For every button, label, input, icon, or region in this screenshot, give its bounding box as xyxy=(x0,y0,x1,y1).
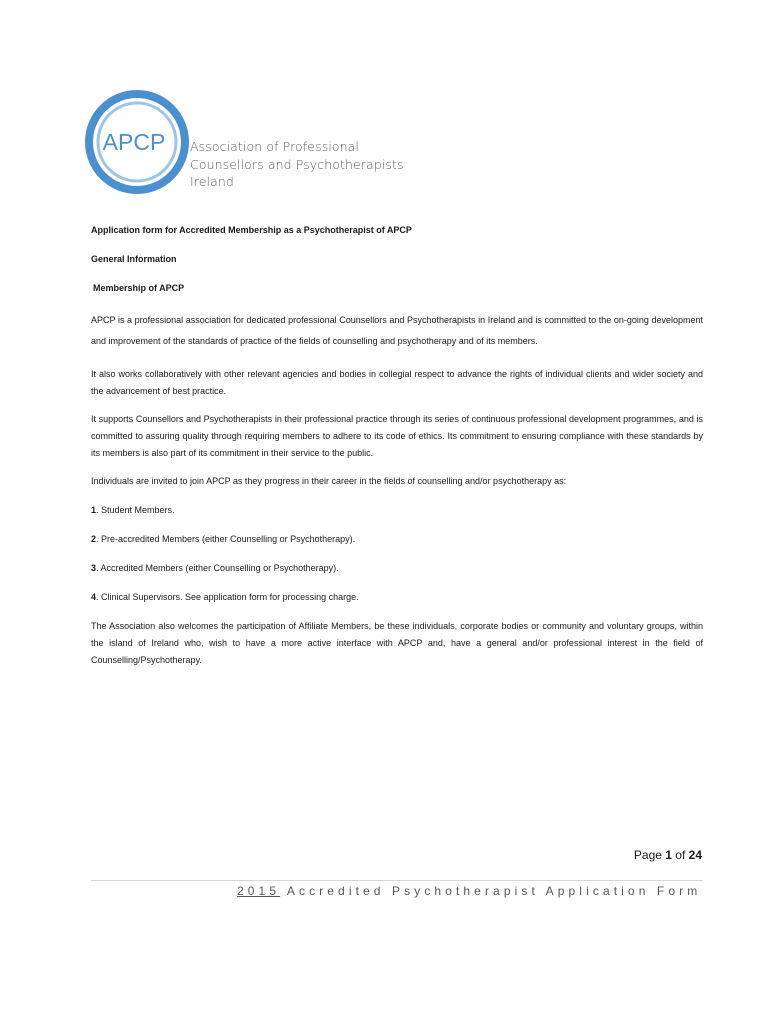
sub-heading: Membership of APCP xyxy=(93,283,185,293)
list-item-number: 1 xyxy=(91,505,97,515)
page-prefix: Page xyxy=(633,848,666,862)
paragraph: Individuals are invited to join APCP as they progress in their career in the fields of counselling and/or psychotherapy as: xyxy=(91,476,567,486)
list-item-text: . Student Members. xyxy=(96,505,175,515)
paragraph: APCP is a professional association for dedicated professional Counsellors and Psychotherapists in Ireland and is committed to the on-going development and improvement of the standards of practice of the fields of counselling and psychotherapy and of its members. xyxy=(91,315,703,346)
paragraph: The Association also welcomes the participation of Affiliate Members, be these individuals, corporate bodies or community and voluntary groups, within the island of Ireland who, wish to have a more active interface with APCP and, have a general and/or professional interest in the field of Counselling/Psychotherapy. xyxy=(91,621,703,665)
paragraph: It supports Counsellors and Psychotherapists in their professional practice through its series of continuous professional development programmes, and is committed to assuring quality through requiring members to adhere to its code of ethics. Its commitment to ensuring compliance with these standards by its members is also part of its commitment in their service to the public. xyxy=(91,414,703,458)
apcp-logo xyxy=(82,82,404,202)
list-item xyxy=(91,531,703,548)
footer-divider xyxy=(91,880,703,881)
list-item xyxy=(91,560,703,577)
list-item-text: . Pre-accredited Members (either Counselling or Psychotherapy). xyxy=(96,534,356,544)
list-item-number: 3 xyxy=(91,563,97,573)
logo-org-line: Counsellors and Psychotherapists xyxy=(190,156,404,172)
logo-org-line: Ireland xyxy=(190,174,234,189)
page-of: of xyxy=(671,848,689,862)
document-title: Application form for Accredited Membership as a Psychotherapist of APCP xyxy=(91,225,412,235)
list-item-number: 4 xyxy=(91,592,97,602)
footer-year: 2015 xyxy=(237,884,281,898)
apcp-circle-logo-icon xyxy=(82,82,192,202)
list-item-text: . Clinical Supervisors. See application form for processing charge. xyxy=(96,592,359,602)
footer-form-title: Accredited Psychotherapist Application Form xyxy=(280,884,702,898)
list-item xyxy=(91,502,703,519)
footer-title xyxy=(237,884,701,898)
logo-org-line: Association of Professional xyxy=(190,139,359,154)
page-total: 24 xyxy=(688,848,702,862)
logo-org-name xyxy=(190,138,404,191)
section-heading: General Information xyxy=(91,254,177,264)
logo-acronym: APCP xyxy=(102,129,166,155)
page-number xyxy=(634,848,702,862)
page-current: 1 xyxy=(665,848,672,862)
paragraph: It also works collaboratively with other relevant agencies and bodies in collegial respect to advance the rights of individual clients and wider society and the advancement of best practice. xyxy=(91,369,703,396)
list-item-number: 2 xyxy=(91,534,97,544)
list-item xyxy=(91,589,703,606)
list-item-text: . Accredited Members (either Counselling or Psychotherapy). xyxy=(96,563,339,573)
